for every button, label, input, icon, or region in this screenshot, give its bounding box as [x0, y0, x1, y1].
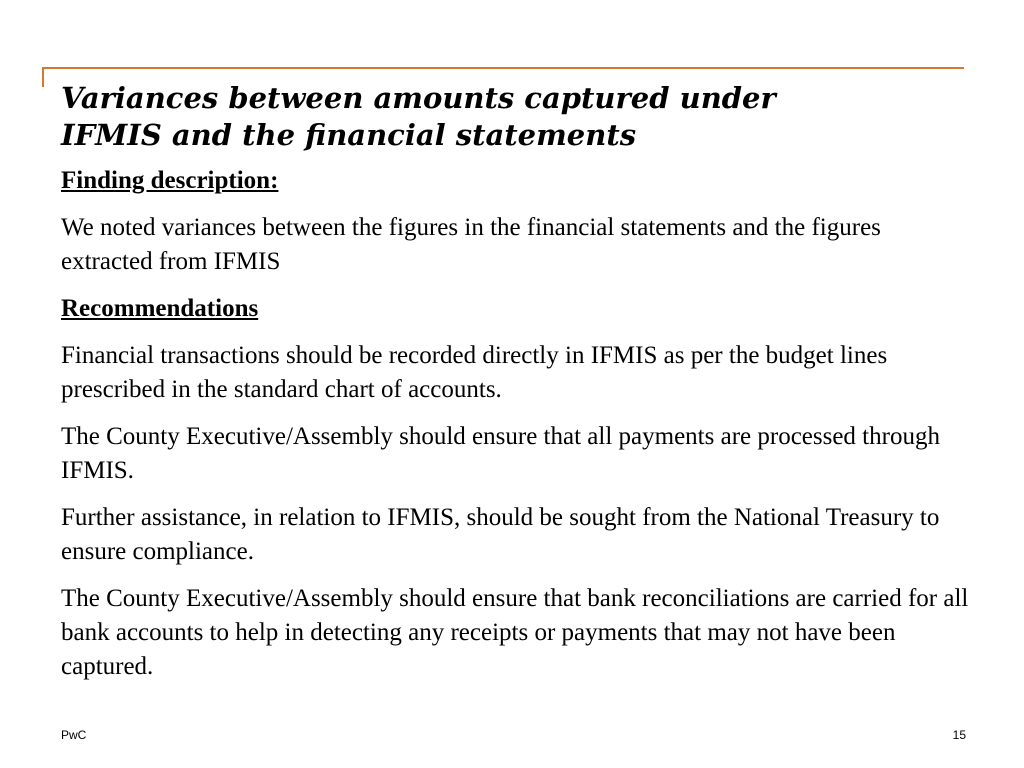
slide-title-line-2: IFMIS and the financial statements — [61, 118, 637, 152]
header-rule — [42, 67, 964, 69]
slide-title-line-1: Variances between amounts captured under — [61, 81, 776, 115]
finding-heading: Finding description: — [61, 167, 279, 194]
recommendation-item: Financial transactions should be recorded directly in IFMIS as per the budget lines prescribed in the standard chart of accounts. — [61, 342, 888, 403]
footer-brand: PwC — [61, 728, 87, 742]
recommendation-item: The County Executive/Assembly should ensure that bank reconciliations are carried for all bank accounts to help in detecting any receipts or payments that may not have been captured. — [61, 585, 969, 680]
page-number: 15 — [952, 728, 966, 742]
header-rule-tick — [42, 67, 44, 87]
slide-body — [61, 164, 971, 697]
recommendations-heading: Recommendations — [61, 295, 259, 322]
slide-title — [61, 80, 961, 154]
recommendation-item: The County Executive/Assembly should ensure that all payments are processed through IFMIS. — [61, 423, 940, 484]
recommendation-item: Further assistance, in relation to IFMIS, should be sought from the National Treasury to ensure compliance. — [61, 504, 940, 565]
finding-text: We noted variances between the figures in the financial statements and the figures extracted from IFMIS — [61, 214, 881, 275]
